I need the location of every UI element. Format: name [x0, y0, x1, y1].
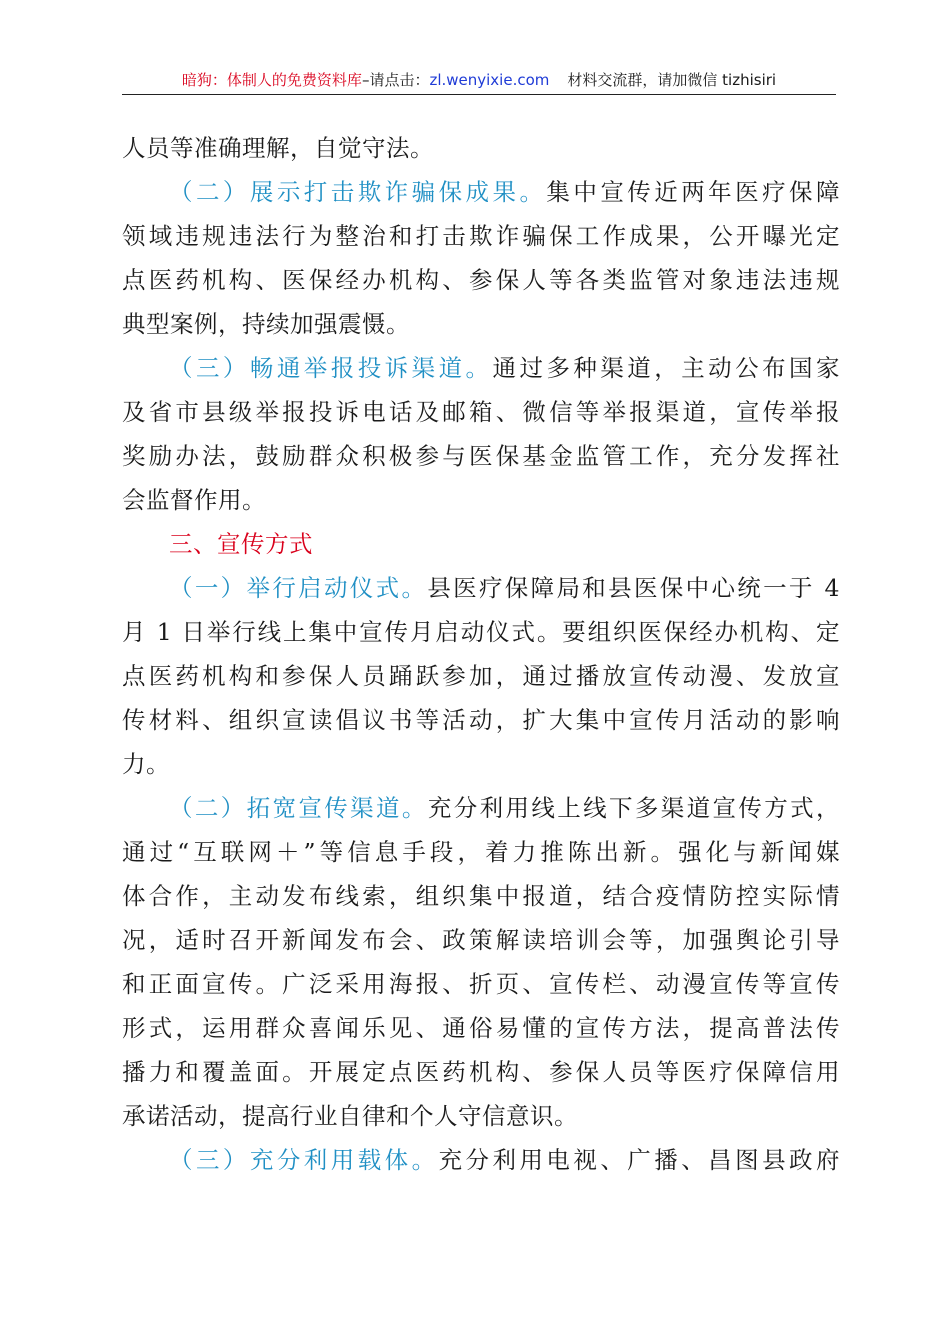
page-header: [122, 68, 836, 95]
line-text: 播力和覆盖面。开展定点医药机构、参保人员等医疗保障信用: [122, 1058, 840, 1086]
document-body: [122, 126, 840, 1182]
paragraph-line: [122, 434, 840, 478]
line-text: 和正面宣传。广泛采用海报、折页、宣传栏、动漫宣传等宣传: [122, 970, 840, 998]
paragraph-line: [122, 918, 840, 962]
paragraph-line: [122, 742, 840, 786]
paragraph-line: [122, 126, 840, 170]
paragraph-line: [122, 390, 840, 434]
line-text: 集中宣传近两年医疗保障: [546, 178, 841, 206]
subheading: （三）充分利用载体。: [169, 1146, 439, 1174]
paragraph-line: [122, 874, 840, 918]
paragraph-line: [122, 170, 840, 214]
line-text: 奖励办法，鼓励群众积极参与医保基金监管工作，充分发挥社: [122, 442, 840, 470]
paragraph-line: [122, 346, 840, 390]
subheading: （二）展示打击欺诈骗保成果。: [169, 178, 547, 206]
header-url-link[interactable]: zl.wenyixie.com: [429, 71, 550, 89]
line-text: 形式，运用群众喜闻乐见、通俗易懂的宣传方法，提高普法传: [122, 1014, 840, 1042]
line-text: 况，适时召开新闻发布会、政策解读培训会等，加强舆论引导: [122, 926, 840, 954]
line-text: 通过“互联网＋”等信息手段，着力推陈出新。强化与新闻媒: [122, 838, 840, 866]
subheading: （二）拓宽宣传渠道。: [169, 794, 428, 822]
paragraph-line: [122, 214, 840, 258]
line-text: 点医药机构和参保人员踊跃参加，通过播放宣传动漫、发放宣: [122, 662, 840, 690]
section-heading: 三、宣传方式: [169, 530, 313, 558]
line-text: 充分利用电视、广播、昌图县政府: [438, 1146, 841, 1174]
line-text: 承诺活动，提高行业自律和个人守信意识。: [122, 1102, 578, 1130]
line-text: 会监督作用。: [122, 486, 266, 514]
paragraph-line: [122, 566, 840, 610]
paragraph-line: [122, 610, 840, 654]
line-text: 月 1 日举行线上集中宣传月启动仪式。要组织医保经办机构、定: [122, 618, 840, 646]
paragraph-line: [122, 1006, 840, 1050]
paragraph-line: [122, 258, 840, 302]
paragraph-line: [122, 786, 840, 830]
paragraph-line: [122, 654, 840, 698]
paragraph-line: [122, 1094, 840, 1138]
line-text: 体合作，主动发布线索，组织集中报道，结合疫情防控实际情: [122, 882, 840, 910]
line-text: 人员等准确理解，自觉守法。: [122, 134, 434, 162]
paragraph-line: [122, 302, 840, 346]
header-site-name: 暗狗：体制人的免费资料库: [181, 71, 362, 89]
subheading: （一）举行启动仪式。: [169, 574, 428, 602]
paragraph-line: [122, 1050, 840, 1094]
line-text: 点医药机构、医保经办机构、参保人等各类监管对象违法违规: [122, 266, 840, 294]
line-text: 典型案例，持续加强震慑。: [122, 310, 410, 338]
line-text: 力。: [122, 750, 170, 778]
header-click-prompt: –请点击：: [361, 71, 430, 89]
line-text: 领域违规违法行为整治和打击欺诈骗保工作成果，公开曝光定: [122, 222, 840, 250]
paragraph-line: [122, 1138, 840, 1182]
paragraph-line: [122, 698, 840, 742]
paragraph-line: [122, 830, 840, 874]
subheading: （三）畅通举报投诉渠道。: [169, 354, 493, 382]
line-text: 充分利用线上线下多渠道宣传方式，: [427, 794, 841, 822]
line-text: 县医疗保障局和县医保中心统一于 4: [427, 574, 841, 602]
line-text: 及省市县级举报投诉电话及邮箱、微信等举报渠道，宣传举报: [122, 398, 840, 426]
line-text: 传材料、组织宣读倡议书等活动，扩大集中宣传月活动的影响: [122, 706, 840, 734]
paragraph-line: [122, 478, 840, 522]
line-text: 通过多种渠道，主动公布国家: [492, 354, 840, 382]
paragraph-line: [122, 962, 840, 1006]
header-wechat-note: 材料交流群，请加微信 tizhisiri: [567, 71, 777, 89]
